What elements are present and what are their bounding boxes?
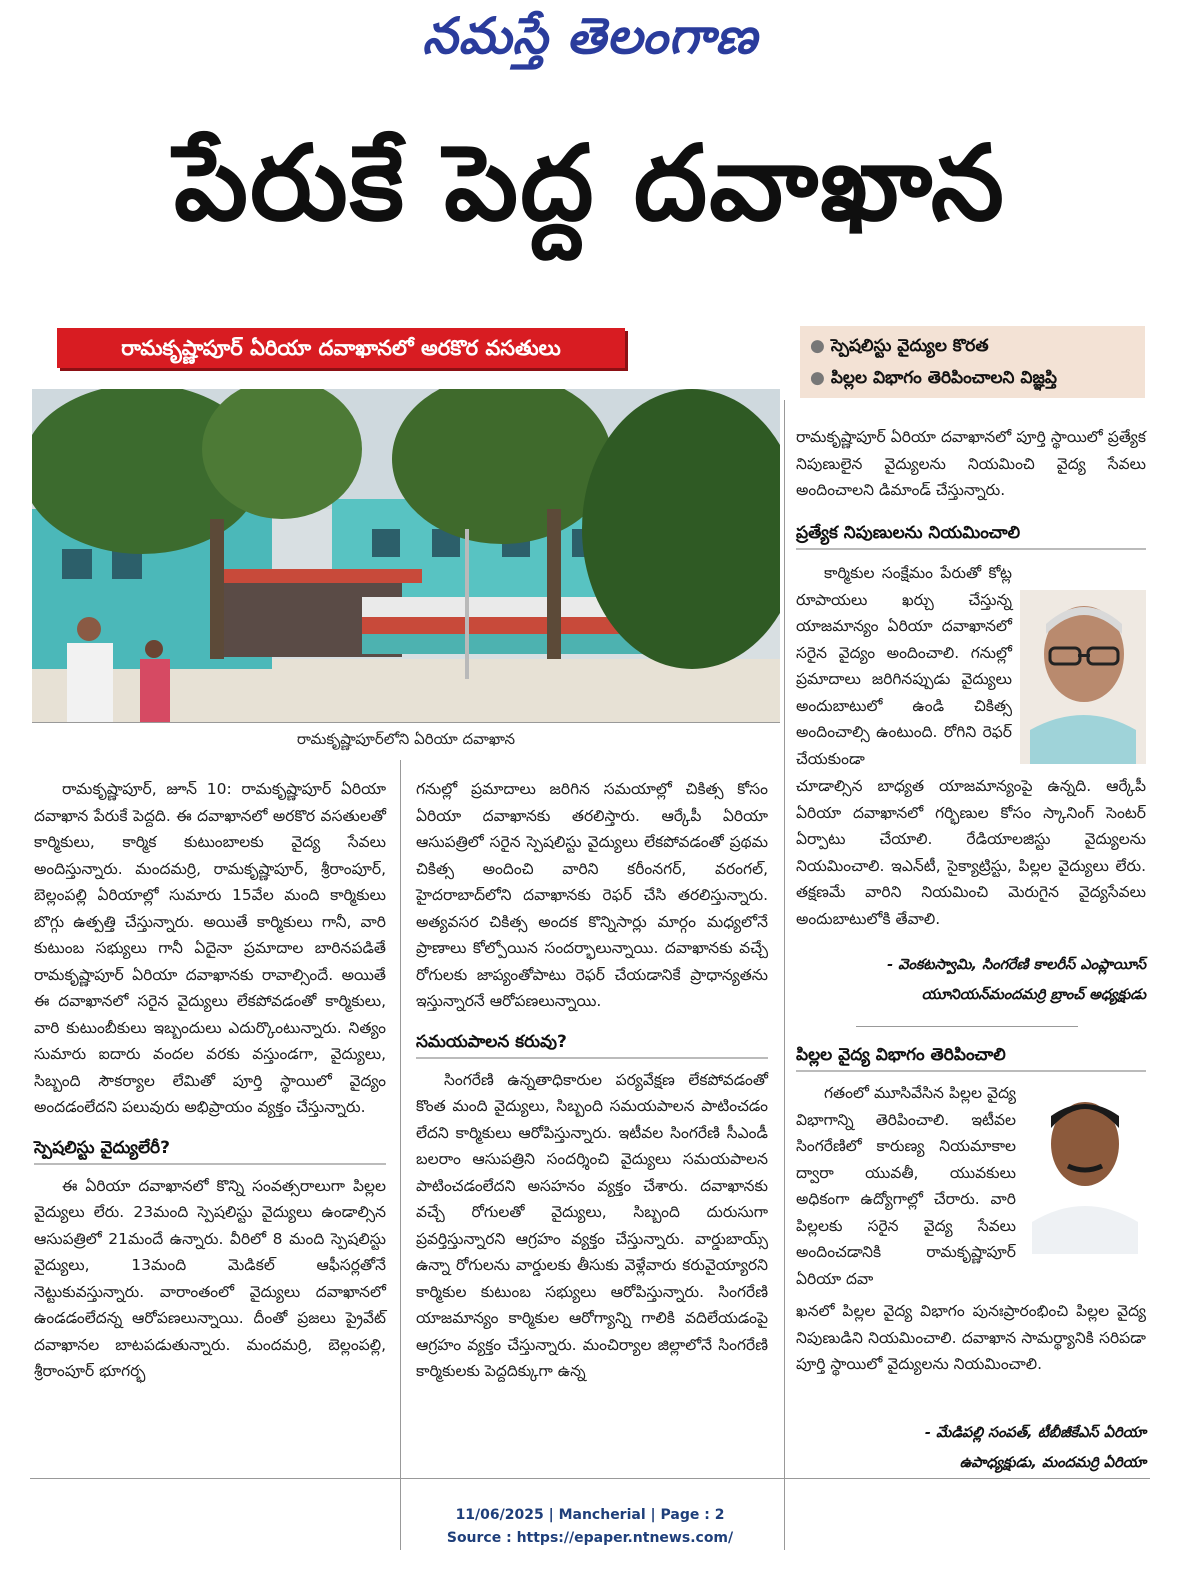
subhead-divider [796, 548, 1146, 550]
footer-date-edition: 11/06/2025 | Mancherial | Page : 2 [455, 1507, 725, 1523]
masthead-logo: నమస్తే తెలంగాణ [422, 6, 758, 65]
children-ward-section [796, 1042, 1146, 1072]
signature-venkataswamy: - వెంకటస్వామి, సింగరేణి కాలరీస్ ఎంప్లాయీస్ యూనియన్‌మందమర్రి బ్రాంచ్ అధ్యక్షుడు [887, 957, 1146, 1003]
bottom-rule [30, 1478, 1150, 1479]
subhead-appoint-specialists: ప్రత్యేక నిపుణులను నియమించాలి [796, 523, 1021, 543]
article-paragraph: రామకృష్ణాపూర్, జూన్ 10: రామకృష్ణాపూర్ ఏరియా దవాఖాన పేరుకే పెద్దది. ఈ దవాఖానలో అరకొర వసతులతో కార్మికులు, కార్మిక కుటుంబాలకు వైద్య సేవలు అందిస్తున్నారు. మందమర్రి, రామకృష్ణాపూర్, శ్రీరాంపూర్, బెల్లంపల్లి ఏరియాల్లో సుమారు 15వేల మంది కార్మికులు బొగ్గు ఉత్పత్తి చేస్తున్నారు. అయితే కార్మికులు గానీ, వారి కుటుంబ సభ్యులు గానీ ఏదైనా ప్రమాదాల బారినపడితే రామకృష్ణాపూర్ ఏరియా దవాఖానకు రావాల్సిందే. అయితే ఈ దవాఖానలో సరైన వైద్యులు లేకపోవడంతో కార్మికులు, వారి కుటుంబీకులు ఇబ్బందులు ఎదుర్కొంటున్నారు. నిత్యం సుమారు ఐదారు వందల వరకు వస్తుండగా, వైద్యులు, సిబ్బంది సౌకర్యాల లేమితో పూర్తి స్థాయిలో వైద్యం అందడంలేదని పలువురు అభిప్రాయం వ్యక్తం చేస్తున్నారు. [34, 780, 386, 1116]
bullet-icon: ● [810, 336, 825, 356]
article-column-2 [416, 776, 768, 1385]
article-column-1 [34, 776, 386, 1385]
hospital-photo [32, 389, 780, 722]
quote-sampath [796, 1080, 1016, 1292]
caption-divider [32, 722, 780, 723]
quote-sampath-cont [796, 1298, 1146, 1378]
subhead-punctuality: సమయపాలన కరువు? [416, 1031, 567, 1052]
quote-paragraph: కార్మికుల సంక్షేమం పేరుతో కోట్ల రూపాయలు ఖర్చు చేస్తున్న యాజమాన్యం ఏరియా దవాఖానలో సరైన వైద్యం అందించాలి. గనుల్లో ప్రమాదాలు జరిగినప్పుడు వైద్యులు అందుబాటులో ఉండి చికిత్స అందించాల్సి ఉంటుంది. రోగిని రెఫర్ చేయకుండా [796, 564, 1012, 768]
footer-source-link[interactable]: Source : https://epaper.ntnews.com/ [446, 1530, 734, 1546]
bullet-icon: ● [810, 368, 825, 388]
specialists-quote-section [796, 520, 1146, 550]
sub-headline-strap: రామకృష్ణాపూర్ ఏరియా దవాఖానలో అరకొర వసతులు [57, 328, 625, 368]
quote-paragraph: గతంలో మూసివేసిన పిల్లల వైద్య విభాగాన్ని తెరిపించాలి. ఇటీవల సింగరేణిలో కారుణ్య నియమాకాల ద్వారా యువతీ, యువకులు అధికంగా ఉద్యోగాల్లో చేరారు. వారి పిల్లలకు సరైన వైద్య సేవలు అందించడానికి రామకృష్ణాపూర్ ఏరియా దవా [796, 1084, 1016, 1288]
article-column-3 [796, 424, 1146, 504]
subhead-specialists: స్పెషలిస్టు వైద్యులేరీ? [34, 1137, 170, 1158]
highlight-item: ● స్పెషలిస్టు వైద్యుల కొరత [810, 336, 989, 356]
quote-paragraph: ఖనలో పిల్లల వైద్య విభాగం పునఃప్రారంభించి పిల్లల వైద్య నిపుణుడిని నియమించాలి. దవాఖాన సామర్థ్యానికి సరిపడా పూర్తి స్థాయిలో వైద్యులను నియమించాలి. [796, 1302, 1146, 1373]
section-divider [856, 1026, 1078, 1027]
portrait-venkataswamy [1020, 590, 1146, 764]
article-paragraph: రామకృష్ణాపూర్ ఏరియా దవాఖానలో పూర్తి స్థాయిలో ప్రత్యేక నిపుణులైన వైద్యులను నియమించి వైద్య సేవలు అందించాలని డిమాండ్ చేస్తున్నారు. [796, 428, 1146, 499]
article-paragraph: సింగరేణి ఉన్నతాధికారుల పర్యవేక్షణ లేకపోవడంతో కొంత మంది వైద్యులు, సిబ్బంది సమయపాలన పాటించడం లేదని కార్మికులు ఆరోపిస్తున్నారు. ఇటీవల సింగరేణి సీఎండీ బలరాం ఆసుపత్రిని సందర్శించి వైద్యులు సమయపాలన పాటించడంలేదని అసహనం వ్యక్తం చేశారు. దవాఖానకు వచ్చే రోగులతో వైద్యులు, సిబ్బంది దురుసుగా ప్రవర్తిస్తున్నారని ఆగ్రహం వ్యక్తం చేస్తున్నారు. వార్డుబాయ్స్ ఉన్నా రోగులను వార్డులకు తీసుకు వెళ్లేవారు కరువైయ్యారని కార్మికుల కుటుంబ సభ్యులు ఆరోపిస్తున్నారు. సింగరేణి యాజమాన్యం కార్మికుల ఆరోగ్యాన్ని గాలికి వదిలేయడంపై ఆగ్రహం వ్యక్తం చేస్తున్నారు. మంచిర్యాల జిల్లాలోనే సింగరేణి కార్మికులకు పెద్దదిక్కుగా ఉన్న [416, 1070, 768, 1380]
quote-paragraph: చూడాల్సిన బాధ్యత యాజమాన్యంపై ఉన్నది. ఆర్కేపీ ఏరియా దవాఖానలో గర్భిణుల కోసం స్కానింగ్ సెంటర్ ఏర్పాటు చేయాలి. రేడియాలజిస్టు వైద్యులను నియమించాలి. ఇఎన్‌టీ, సైక్యాట్రిస్టు, పిల్లల వైద్యులు లేరు. తక్షణమే వారిని నియమించి మెరుగైన వైద్యసేవలు అందుబాటులోకి తేవాలి. [796, 777, 1146, 928]
photo-caption: రామకృష్ణాపూర్‌లోని ఏరియా దవాఖాన [296, 730, 516, 748]
quote-venkataswamy [796, 560, 1012, 772]
signature-sampath: - మేడిపల్లి సంపత్, టీబీజీకేఎస్ ఏరియా ఉపాధ్యక్షుడు, మందమర్రి ఏరియా [924, 1425, 1146, 1471]
article-paragraph: ఈ ఏరియా దవాఖానలో కొన్ని సంవత్సరాలుగా పిల్లల వైద్యులు లేరు. 23మంది స్పెషలిస్టు వైద్యులు ఉండాల్సిన ఆసుపత్రిలో 21మందే ఉన్నారు. వీరిలో 8 మంది స్పెషలిస్టు వైద్యులు, 13మంది మెడికల్ ఆఫీసర్లతోనే నెట్టుకువస్తున్నారు. వారాంతంలో వైద్యులు దవాఖానలో ఉండడంలేదన్న ఆరోపణలున్నాయి. దీంతో ప్రజలు ప్రైవేట్ దవాఖానల బాటపడుతున్నారు. మందమర్రి, బెల్లంపల్లి, శ్రీరాంపూర్ భూగర్భ [34, 1176, 386, 1380]
highlight-item: ● పిల్లల విభాగం తెరిపించాలని విజ్ఞప్తి [810, 368, 1057, 388]
subhead-children-ward: పిల్లల వైద్య విభాగం తెరిపించాలి [796, 1045, 1006, 1065]
quote-venkataswamy-cont [796, 773, 1146, 932]
portrait-sampath [1024, 1082, 1146, 1254]
subhead-divider [796, 1070, 1146, 1072]
column-divider [400, 760, 401, 1550]
article-paragraph: గనుల్లో ప్రమాదాలు జరిగిన సమయాల్లో చికిత్స కోసం ఏరియా దవాఖానకు తరలిస్తారు. ఆర్కేపీ ఏరియా ఆసుపత్రిలో సరైన స్పెషలిస్టు వైద్యులు లేకపోవడంతో ప్రథమ చికిత్స అందించి వారిని కరీంనగర్, వరంగల్, హైదరాబాద్‌లోని దవాఖానకు రెఫర్ చేసి తరలిస్తున్నారు. అత్యవసర చికిత్స అందక కొన్నిసార్లు మార్గం మధ్యలోనే ప్రాణాలు కోల్పోయిన సందర్భాలున్నాయి. దవాఖానకు వచ్చే రోగులకు జాప్యంతోపాటు రెఫర్ చేయడానికే ప్రాధాన్యతను ఇస్తున్నారనే ఆరోపణలున్నాయి. [416, 780, 768, 1010]
headline: పేరుకే పెద్ద దవాఖాన [174, 122, 1006, 244]
highlights-box [800, 326, 1145, 398]
column-divider [784, 400, 785, 1550]
